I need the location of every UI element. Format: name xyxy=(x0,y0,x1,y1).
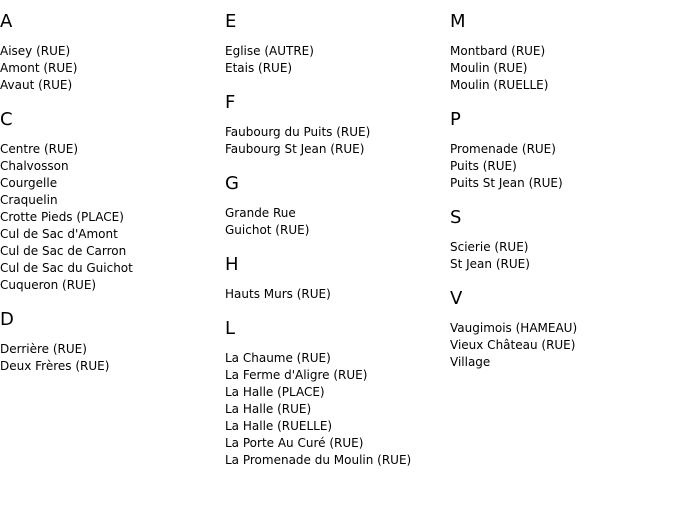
letter-section xyxy=(225,10,445,77)
street-link[interactable]: La Halle (RUELLE) xyxy=(225,419,333,433)
street-index-column-1 xyxy=(0,10,220,389)
letter-section xyxy=(450,10,670,94)
street-link[interactable]: Faubourg du Puits (RUE) xyxy=(225,125,371,139)
street-link[interactable]: Eglise (AUTRE) xyxy=(225,44,314,58)
street-link[interactable]: Courgelle xyxy=(0,176,58,190)
letter-section xyxy=(0,10,220,94)
street-index-column-2 xyxy=(225,10,445,483)
street-link[interactable]: Vieux Château (RUE) xyxy=(450,338,576,352)
street-link[interactable]: Etais (RUE) xyxy=(225,61,293,75)
street-link[interactable]: Hauts Murs (RUE) xyxy=(225,287,331,301)
section-letter-heading: D xyxy=(0,309,14,330)
street-link[interactable]: Moulin (RUE) xyxy=(450,61,528,75)
street-link[interactable]: Derrière (RUE) xyxy=(0,342,87,356)
section-letter-heading: E xyxy=(225,11,237,32)
street-link[interactable]: Aisey (RUE) xyxy=(0,44,71,58)
street-link[interactable]: Guichot (RUE) xyxy=(225,223,310,237)
street-link[interactable]: Cul de Sac d'Amont xyxy=(0,227,118,241)
street-link[interactable]: Cul de Sac de Carron xyxy=(0,244,127,258)
street-link[interactable]: Amont (RUE) xyxy=(0,61,78,75)
street-link[interactable]: Moulin (RUELLE) xyxy=(450,78,549,92)
street-link[interactable]: Puits St Jean (RUE) xyxy=(450,176,563,190)
street-link[interactable]: Avaut (RUE) xyxy=(0,78,73,92)
street-link[interactable]: Montbard (RUE) xyxy=(450,44,546,58)
street-link[interactable]: Faubourg St Jean (RUE) xyxy=(225,142,365,156)
section-letter-heading: C xyxy=(0,109,13,130)
street-link[interactable]: Grande Rue xyxy=(225,206,296,220)
street-link[interactable]: Scierie (RUE) xyxy=(450,240,529,254)
letter-section xyxy=(225,91,445,158)
street-link[interactable]: Chalvosson xyxy=(0,159,69,173)
letter-section xyxy=(225,253,445,303)
street-link[interactable]: La Halle (RUE) xyxy=(225,402,312,416)
letter-section xyxy=(225,317,445,469)
street-link[interactable]: Deux Frères (RUE) xyxy=(0,359,110,373)
street-link[interactable]: La Ferme d'Aligre (RUE) xyxy=(225,368,368,382)
street-index-column-3 xyxy=(450,10,670,385)
letter-section xyxy=(0,308,220,375)
street-link[interactable]: La Promenade du Moulin (RUE) xyxy=(225,453,412,467)
street-link[interactable]: Centre (RUE) xyxy=(0,142,79,156)
letter-section xyxy=(225,172,445,239)
street-link[interactable]: La Halle (PLACE) xyxy=(225,385,325,399)
letter-section xyxy=(450,206,670,273)
letter-section xyxy=(450,108,670,192)
section-letter-heading: F xyxy=(225,92,236,113)
street-link[interactable]: La Chaume (RUE) xyxy=(225,351,331,365)
section-letter-heading: M xyxy=(450,11,466,32)
street-link[interactable]: La Porte Au Curé (RUE) xyxy=(225,436,364,450)
section-letter-heading: L xyxy=(225,318,236,339)
street-link[interactable]: Vaugimois (HAMEAU) xyxy=(450,321,578,335)
street-link[interactable]: Cul de Sac du Guichot xyxy=(0,261,133,275)
section-letter-heading: A xyxy=(0,11,13,32)
street-link[interactable]: Promenade (RUE) xyxy=(450,142,556,156)
section-letter-heading: H xyxy=(225,254,239,275)
section-letter-heading: P xyxy=(450,109,461,130)
street-link[interactable]: Village xyxy=(450,355,491,369)
letter-section xyxy=(450,287,670,371)
street-link[interactable]: Puits (RUE) xyxy=(450,159,517,173)
street-link[interactable]: Crotte Pieds (PLACE) xyxy=(0,210,124,224)
section-letter-heading: V xyxy=(450,288,463,309)
section-letter-heading: G xyxy=(225,173,239,194)
street-link[interactable]: St Jean (RUE) xyxy=(450,257,530,271)
street-link[interactable]: Craquelin xyxy=(0,193,58,207)
letter-section xyxy=(0,108,220,294)
section-letter-heading: S xyxy=(450,207,462,228)
street-link[interactable]: Cuqueron (RUE) xyxy=(0,278,97,292)
